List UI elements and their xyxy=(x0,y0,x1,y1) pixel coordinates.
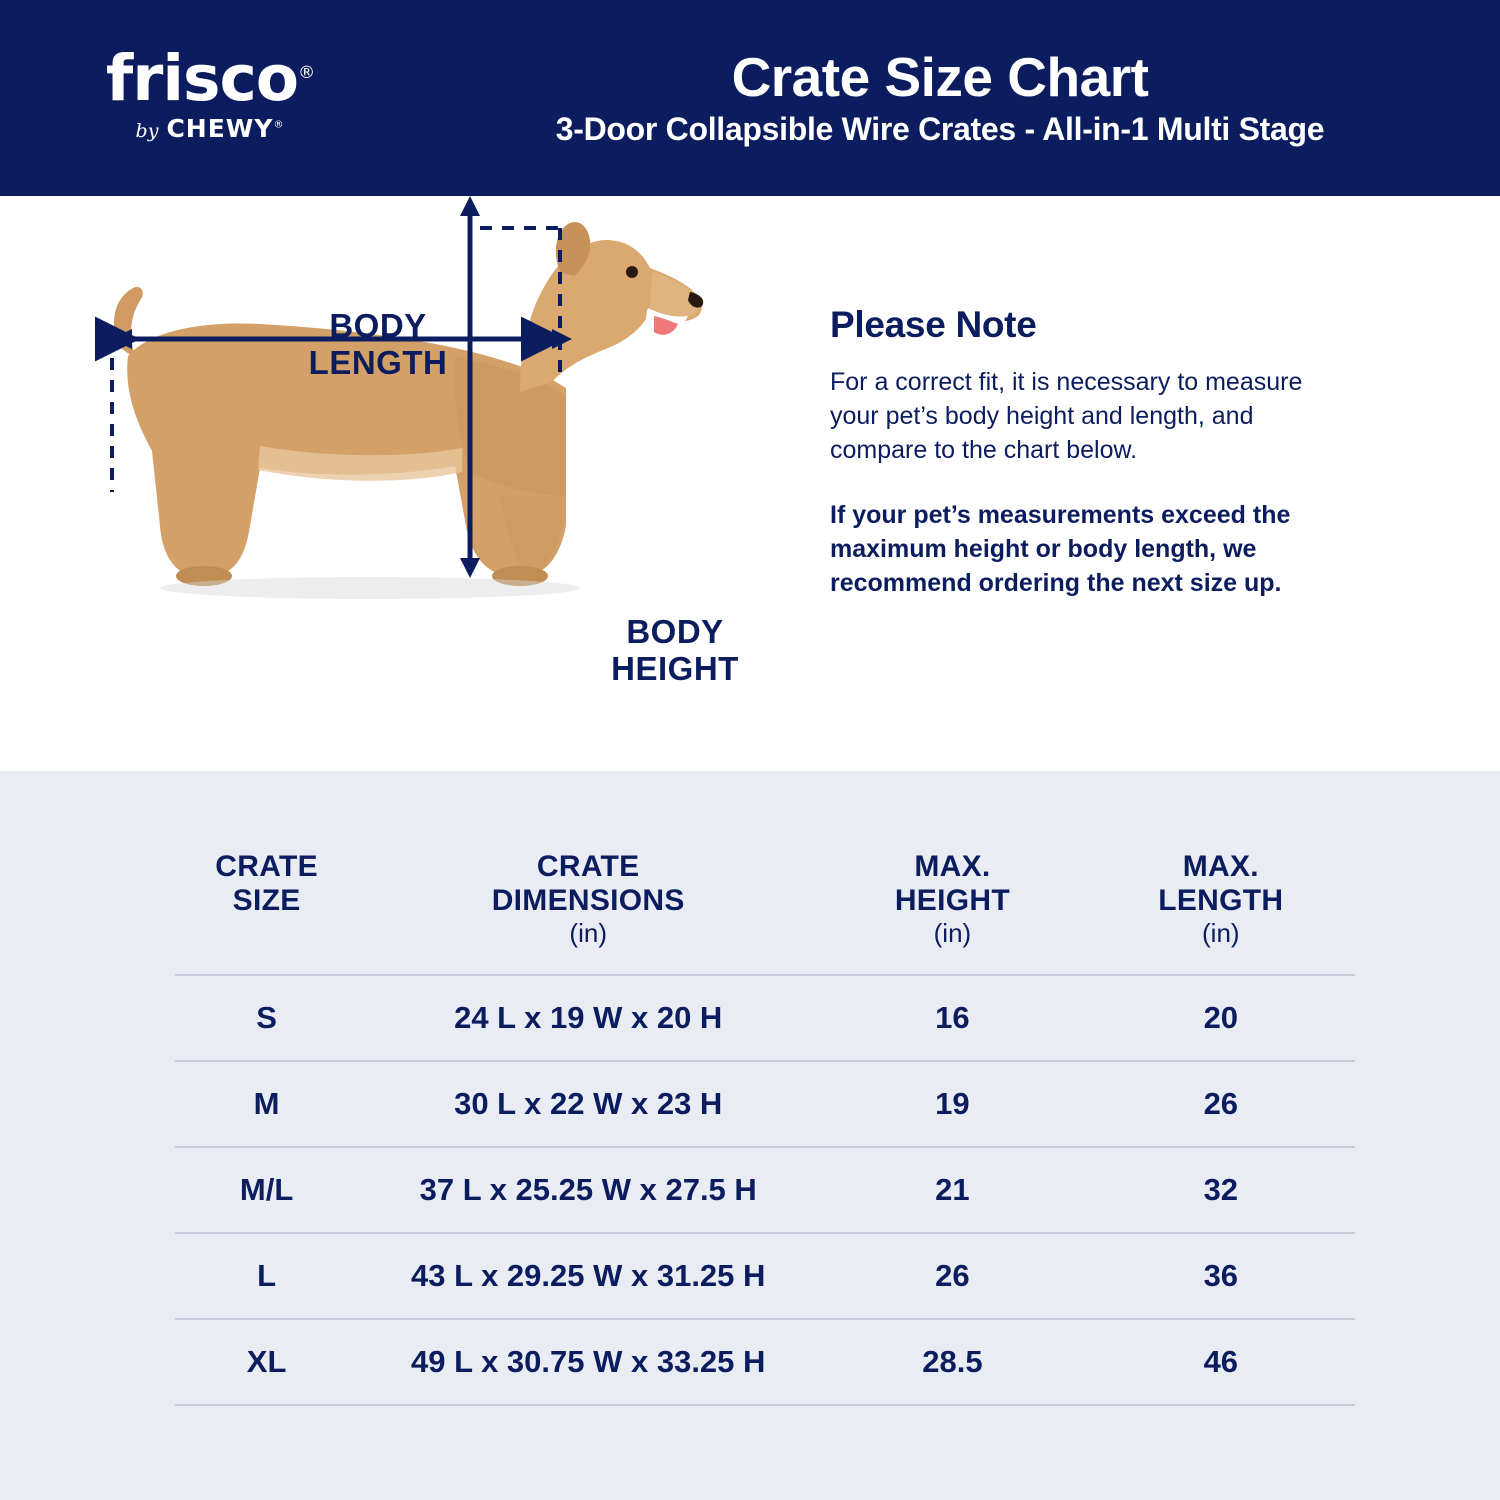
page-title: Crate Size Chart xyxy=(731,45,1149,108)
table-body xyxy=(175,975,1355,1405)
cell-size: XL xyxy=(175,1319,358,1405)
measurement-guide-section xyxy=(0,196,1500,771)
column-header-crate-dimensions-line1: CRATE xyxy=(536,850,640,883)
brand-registered-mark: ® xyxy=(298,63,315,83)
cell-max-length: 20 xyxy=(1087,975,1355,1061)
please-note-panel xyxy=(800,196,1450,771)
column-header-max-length-unit: (in) xyxy=(1202,918,1240,949)
cell-max-length: 26 xyxy=(1087,1061,1355,1147)
cell-dimensions: 30 L x 22 W x 23 H xyxy=(358,1061,818,1147)
cell-max-length: 46 xyxy=(1087,1319,1355,1405)
cell-max-height: 16 xyxy=(818,975,1086,1061)
column-header-max-height xyxy=(818,849,1086,975)
brand-byline xyxy=(136,114,285,143)
table-row xyxy=(175,975,1355,1061)
please-note-title: Please Note xyxy=(830,304,1037,345)
table-row xyxy=(175,1061,1355,1147)
column-header-max-height-line2: HEIGHT xyxy=(894,883,1010,917)
column-header-max-length-line2: LENGTH xyxy=(1158,883,1284,917)
column-header-max-height-line1: MAX. xyxy=(914,850,991,883)
column-header-crate-size-line1: CRATE xyxy=(215,850,318,883)
cell-max-length: 32 xyxy=(1087,1147,1355,1233)
cell-size: S xyxy=(175,975,358,1061)
please-note-paragraph-2: If your pet’s measurements exceed the maximum height or body length, we recommend ordering the next size up. xyxy=(830,501,1291,597)
table-row xyxy=(175,1319,1355,1405)
brand-name-text: frisco xyxy=(105,42,299,115)
dog-measurement-illustration xyxy=(0,196,800,771)
brand-name xyxy=(105,42,315,115)
column-header-crate-size-line2: SIZE xyxy=(232,883,301,917)
brand-partner-text: CHEWY xyxy=(166,114,274,143)
table-row xyxy=(175,1233,1355,1319)
column-header-crate-dimensions xyxy=(358,849,818,975)
cell-max-height: 21 xyxy=(818,1147,1086,1233)
column-header-max-length-line1: MAX. xyxy=(1182,850,1259,883)
dog-silhouette xyxy=(114,222,703,599)
body-height-label-line1: BODY xyxy=(626,613,724,650)
body-height-label-line2: HEIGHT xyxy=(611,649,739,687)
column-header-crate-dimensions-unit: (in) xyxy=(569,918,607,949)
column-header-max-length xyxy=(1087,849,1355,975)
cell-max-height: 26 xyxy=(818,1233,1086,1319)
cell-max-length: 36 xyxy=(1087,1233,1355,1319)
brand-partner-registered-mark: ® xyxy=(273,119,285,131)
cell-max-height: 28.5 xyxy=(818,1319,1086,1405)
cell-size: L xyxy=(175,1233,358,1319)
body-length-label xyxy=(268,308,488,382)
cell-dimensions: 43 L x 29.25 W x 31.25 H xyxy=(358,1233,818,1319)
page-subtitle: 3-Door Collapsible Wire Crates - All-in-1 Multi Stage xyxy=(555,111,1325,148)
body-length-label-line1: BODY xyxy=(329,307,427,344)
cell-size: M/L xyxy=(175,1147,358,1233)
cell-dimensions: 37 L x 25.25 W x 27.5 H xyxy=(358,1147,818,1233)
please-note-paragraph-1: For a correct fit, it is necessary to measure your pet’s body height and length, and compare to the chart below. xyxy=(830,368,1303,464)
size-table-section xyxy=(0,771,1500,1500)
brand-by-label: by xyxy=(135,120,159,142)
table-row xyxy=(175,1147,1355,1233)
header-bar xyxy=(0,0,1500,196)
brand-logo xyxy=(0,42,420,149)
cell-size: M xyxy=(175,1061,358,1147)
cell-dimensions: 24 L x 19 W x 20 H xyxy=(358,975,818,1061)
column-header-max-height-unit: (in) xyxy=(933,918,972,949)
brand-partner-name xyxy=(166,114,284,143)
column-header-crate-dimensions-line2: DIMENSIONS xyxy=(491,883,685,917)
body-length-label-line2: LENGTH xyxy=(308,343,448,381)
table-header xyxy=(175,849,1355,975)
crate-size-table xyxy=(175,849,1355,1406)
column-header-crate-size xyxy=(175,849,358,975)
header-title-block xyxy=(420,45,1500,148)
body-height-label xyxy=(580,614,770,688)
cell-max-height: 19 xyxy=(818,1061,1086,1147)
table-header-row xyxy=(175,849,1355,975)
cell-dimensions: 49 L x 30.75 W x 33.25 H xyxy=(358,1319,818,1405)
